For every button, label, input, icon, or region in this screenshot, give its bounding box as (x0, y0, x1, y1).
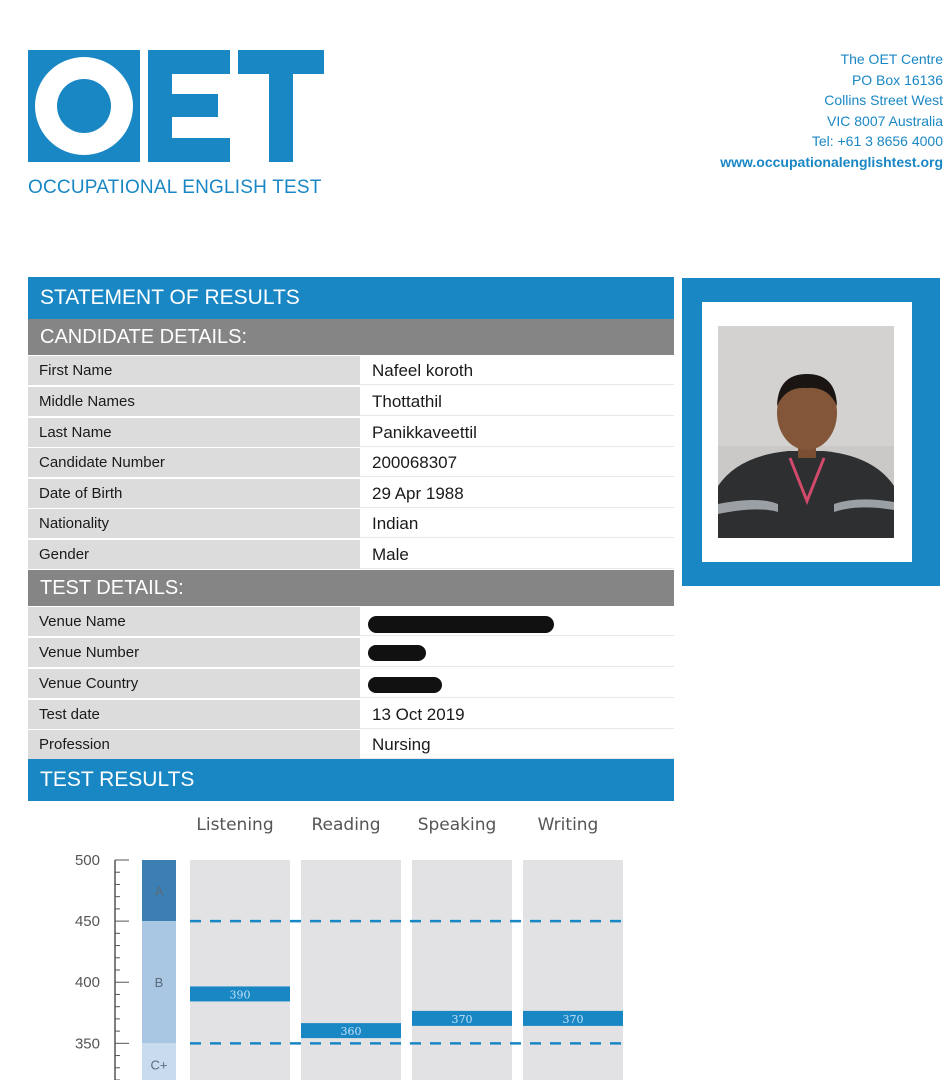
table-row (28, 669, 674, 698)
row-value: 29 Apr 1988 (360, 479, 674, 508)
address-line: PO Box 16136 (851, 71, 943, 88)
address-phone: Tel: +61 3 8656 4000 (811, 133, 943, 149)
y-tick-label: 500 (74, 852, 100, 869)
table-row (28, 509, 674, 538)
test-details-header: TEST DETAILS: (28, 570, 674, 606)
score-column (190, 860, 290, 1080)
candidate-details-header: CANDIDATE DETAILS: (28, 319, 674, 355)
row-label: Candidate Number (28, 448, 360, 477)
grade-band-label: B (154, 975, 164, 991)
logo-letter-o (28, 50, 140, 162)
row-label: Last Name (28, 418, 360, 447)
row-label: Venue Number (28, 638, 360, 667)
row-label: Venue Country (28, 669, 360, 698)
address-website[interactable]: www.occupationalenglishtest.org (720, 153, 943, 170)
address-line: The OET Centre (840, 51, 943, 67)
results-chart (60, 810, 660, 1080)
address-line: VIC 8007 Australia (827, 112, 943, 129)
column-label: Speaking (417, 815, 497, 835)
score-value-label: 390 (229, 988, 251, 1002)
redaction-mark (368, 616, 554, 633)
logo-letter-t (238, 50, 324, 162)
grade-band-label: C+ (150, 1057, 168, 1073)
row-value: Male (360, 540, 674, 569)
score-value-label: 370 (451, 1012, 473, 1026)
table-row (28, 356, 674, 385)
table-row (28, 730, 674, 759)
row-value: Nafeel koroth (360, 356, 674, 385)
column-label: Writing (537, 815, 599, 835)
candidate-photo (718, 326, 894, 538)
table-row (28, 638, 674, 667)
score-column (301, 860, 401, 1080)
grade-band-label: A (154, 883, 164, 899)
row-value: 200068307 (360, 448, 674, 477)
y-tick-label: 450 (74, 913, 100, 931)
photo-frame (682, 278, 940, 586)
row-value: Indian (360, 509, 674, 538)
row-label: Date of Birth (28, 479, 360, 508)
score-value-label: 360 (340, 1025, 362, 1039)
row-value: Nursing (360, 730, 674, 759)
statement-title: STATEMENT OF RESULTS (28, 277, 674, 319)
table-row (28, 479, 674, 508)
row-value: 13 Oct 2019 (360, 700, 674, 729)
logo-letter-e (148, 50, 230, 162)
row-label: Test date (28, 700, 360, 729)
row-label: Profession (28, 730, 360, 759)
logo-subtitle: OCCUPATIONAL ENGLISH TEST (28, 177, 322, 198)
row-label: Gender (28, 540, 360, 569)
score-column (412, 860, 512, 1080)
test-results-header: TEST RESULTS (28, 759, 674, 801)
score-column (523, 860, 623, 1080)
table-row (28, 607, 674, 636)
row-value: Thottathil (360, 387, 674, 416)
row-value: Panikkaveettil (360, 418, 674, 447)
row-label: Middle Names (28, 387, 360, 416)
table-row (28, 448, 674, 477)
redaction-mark (368, 645, 426, 661)
table-row (28, 700, 674, 729)
row-label: Venue Name (28, 607, 360, 636)
score-value-label: 370 (562, 1012, 584, 1026)
address-line: Collins Street West (824, 92, 943, 108)
row-label: Nationality (28, 509, 360, 538)
y-tick-label: 400 (74, 974, 100, 992)
column-label: Listening (196, 815, 274, 835)
redaction-mark (368, 677, 442, 693)
centre-address (720, 49, 943, 172)
table-row (28, 418, 674, 447)
table-row (28, 540, 674, 569)
column-label: Reading (311, 815, 381, 835)
y-tick-label: 350 (74, 1035, 100, 1053)
table-row (28, 387, 674, 416)
row-label: First Name (28, 356, 360, 385)
